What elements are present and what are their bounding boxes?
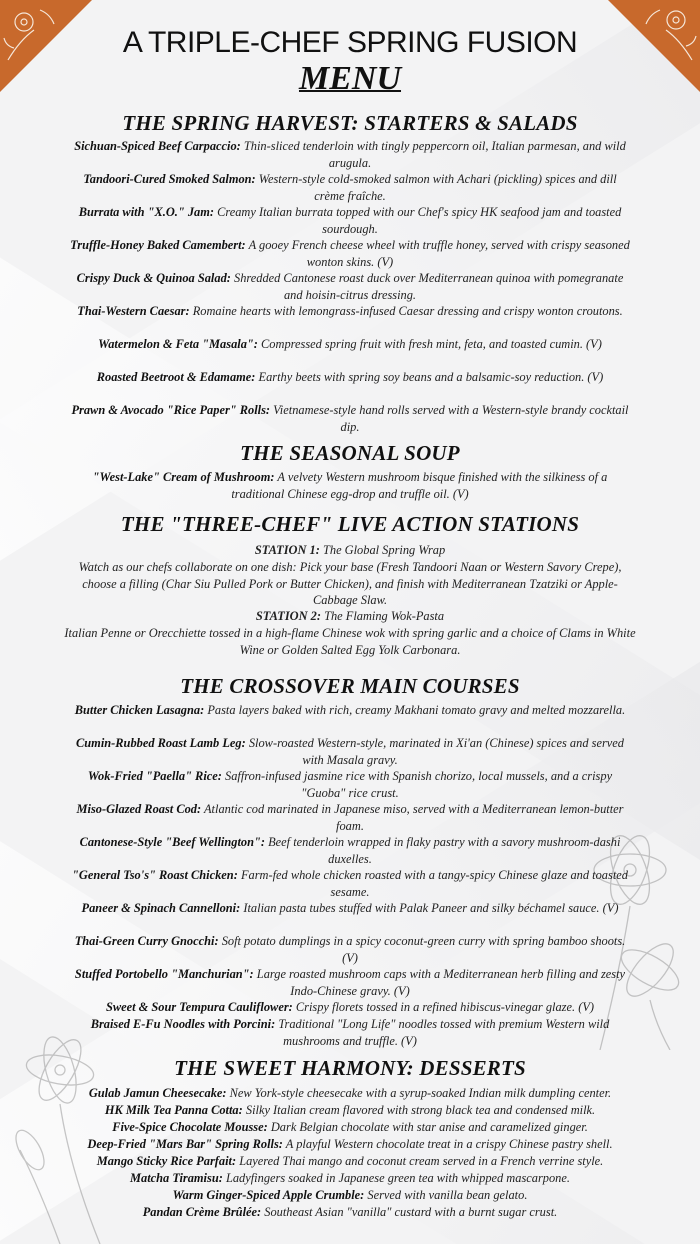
menu-item: Stuffed Portobello "Manchurian": Large roasted mushroom caps with a Mediterranean herb filling and zesty Indo-Chinese gravy. (V)	[74, 967, 626, 998]
menu-item: Cumin-Rubbed Roast Lamb Leg: Slow-roasted Western-style, marinated in Xi'an (Chinese) spices and served with Masala gravy.	[76, 736, 624, 767]
menu-item: Pandan Crème Brûlée: Southeast Asian "vanilla" custard with a burnt sugar crust.	[142, 1205, 558, 1219]
menu-subtitle: MENU	[298, 60, 402, 97]
menu-title: A TRIPLE-CHEF SPRING FUSION	[122, 26, 578, 59]
section-heading-stations: THE "THREE-CHEF" LIVE ACTION STATIONS	[120, 512, 580, 536]
menu-item: Miso-Glazed Roast Cod: Atlantic cod marinated in Japanese miso, served with a Mediterranean lemon-butter foam.	[76, 802, 624, 833]
menu-item: Butter Chicken Lasagna: Pasta layers baked with rich, creamy Makhani tomato gravy and melted mozzarella.	[74, 703, 626, 717]
menu-item: Matcha Tiramisu: Ladyfingers soaked in Japanese green tea with whipped mascarpone.	[130, 1171, 570, 1185]
menu-item: "West-Lake" Cream of Mushroom: A velvety Western mushroom bisque finished with the silkiness of a traditional Chinese egg-drop and truffle oil. (V)	[92, 470, 608, 501]
menu-item: Sichuan-Spiced Beef Carpaccio: Thin-sliced tenderloin with tingly peppercorn oil, Italian parmesan, and wild arugula.	[74, 139, 626, 170]
section-heading-desserts: THE SWEET HARMONY: DESSERTS	[174, 1056, 526, 1080]
menu-item: Thai-Green Curry Gnocchi: Soft potato dumplings in a spicy coconut-green curry with spring bamboo shoots. (V)	[74, 934, 626, 965]
station-1-title: STATION 1: The Global Spring Wrap	[254, 543, 446, 557]
menu-item: Cantonese-Style "Beef Wellington": Beef tenderloin wrapped in flaky pastry with a savory mushroom-dashi duxelles.	[79, 835, 621, 866]
section-heading-soup: THE SEASONAL SOUP	[240, 441, 460, 465]
station-2-title: STATION 2: The Flaming Wok-Pasta	[255, 609, 445, 623]
menu-item: HK Milk Tea Panna Cotta: Silky Italian cream flavored with strong black tea and condensed milk.	[104, 1103, 596, 1117]
menu-item: Gulab Jamun Cheesecake: New York-style cheesecake with a syrup-soaked Indian milk dumpling center.	[88, 1086, 612, 1100]
section-heading-starters: THE SPRING HARVEST: STARTERS & SALADS	[122, 111, 578, 135]
menu-item: Sweet & Sour Tempura Cauliflower: Crispy florets tossed in a refined hibiscus-vinegar glaze. (V)	[105, 1000, 595, 1014]
menu-item: Braised E-Fu Noodles with Porcini: Traditional "Long Life" noodles tossed with premium Western wild mushrooms and truffle. (V)	[90, 1017, 610, 1048]
menu-item: Crispy Duck & Quinoa Salad: Shredded Cantonese roast duck over Mediterranean quinoa with pomegranate and hoisin-citrus dressing.	[76, 271, 624, 302]
menu-item: Prawn & Avocado "Rice Paper" Rolls: Vietnamese-style hand rolls served with a Western-style brandy cocktail dip.	[71, 403, 629, 434]
menu-item: "General Tso's" Roast Chicken: Farm-fed whole chicken roasted with a tangy-spicy Chinese glaze and toasted sesame.	[72, 868, 628, 899]
station-2-description: Italian Penne or Orecchiette tossed in a high-flame Chinese wok with spring garlic and a choice of Clams in White Wine or Golden Salted Egg Yolk Carbonara.	[64, 626, 636, 657]
menu-item: Wok-Fried "Paella" Rice: Saffron-infused jasmine rice with Spanish chorizo, local mussels, and a crispy "Guoba" rice crust.	[87, 769, 613, 800]
menu-item: Tandoori-Cured Smoked Salmon: Western-style cold-smoked salmon with Achari (pickling) spices and dill crème fraîche.	[83, 172, 617, 203]
menu-item: Burrata with "X.O." Jam: Creamy Italian burrata topped with our Chef's spicy HK seafood jam and toasted sourdough.	[78, 205, 622, 236]
menu-item: Deep-Fried "Mars Bar" Spring Rolls: A playful Western chocolate treat in a crispy Chinese pastry shell.	[87, 1137, 613, 1151]
section-heading-mains: THE CROSSOVER MAIN COURSES	[180, 674, 520, 698]
menu-item: Warm Ginger-Spiced Apple Crumble: Served with vanilla bean gelato.	[172, 1188, 528, 1202]
menu-item: Five-Spice Chocolate Mousse: Dark Belgian chocolate with star anise and caramelized ginger.	[112, 1120, 588, 1134]
menu-item: Paneer & Spinach Cannelloni: Italian pasta tubes stuffed with Palak Paneer and silky béchamel sauce. (V)	[81, 901, 619, 915]
menu-item: Watermelon & Feta "Masala": Compressed spring fruit with fresh mint, feta, and toasted cumin. (V)	[98, 337, 602, 351]
menu-item: Truffle-Honey Baked Camembert: A gooey French cheese wheel with truffle honey, served with crispy seasoned wonton skins. (V)	[70, 238, 630, 269]
station-1-description: Watch as our chefs collaborate on one dish: Pick your base (Fresh Tandoori Naan or Western Savory Crepe), choose a filling (Char Siu Pulled Pork or Butter Chicken), and finish with Mediterranean Tzatziki or Apple-Cabbage Slaw.	[78, 560, 622, 607]
menu-item: Thai-Western Caesar: Romaine hearts with lemongrass-infused Caesar dressing and crispy wonton croutons.	[77, 304, 623, 318]
menu-item: Mango Sticky Rice Parfait: Layered Thai mango and coconut cream served in a French verrine style.	[96, 1154, 604, 1168]
menu-item: Roasted Beetroot & Edamame: Earthy beets with spring soy beans and a balsamic-soy reduction. (V)	[96, 370, 604, 384]
